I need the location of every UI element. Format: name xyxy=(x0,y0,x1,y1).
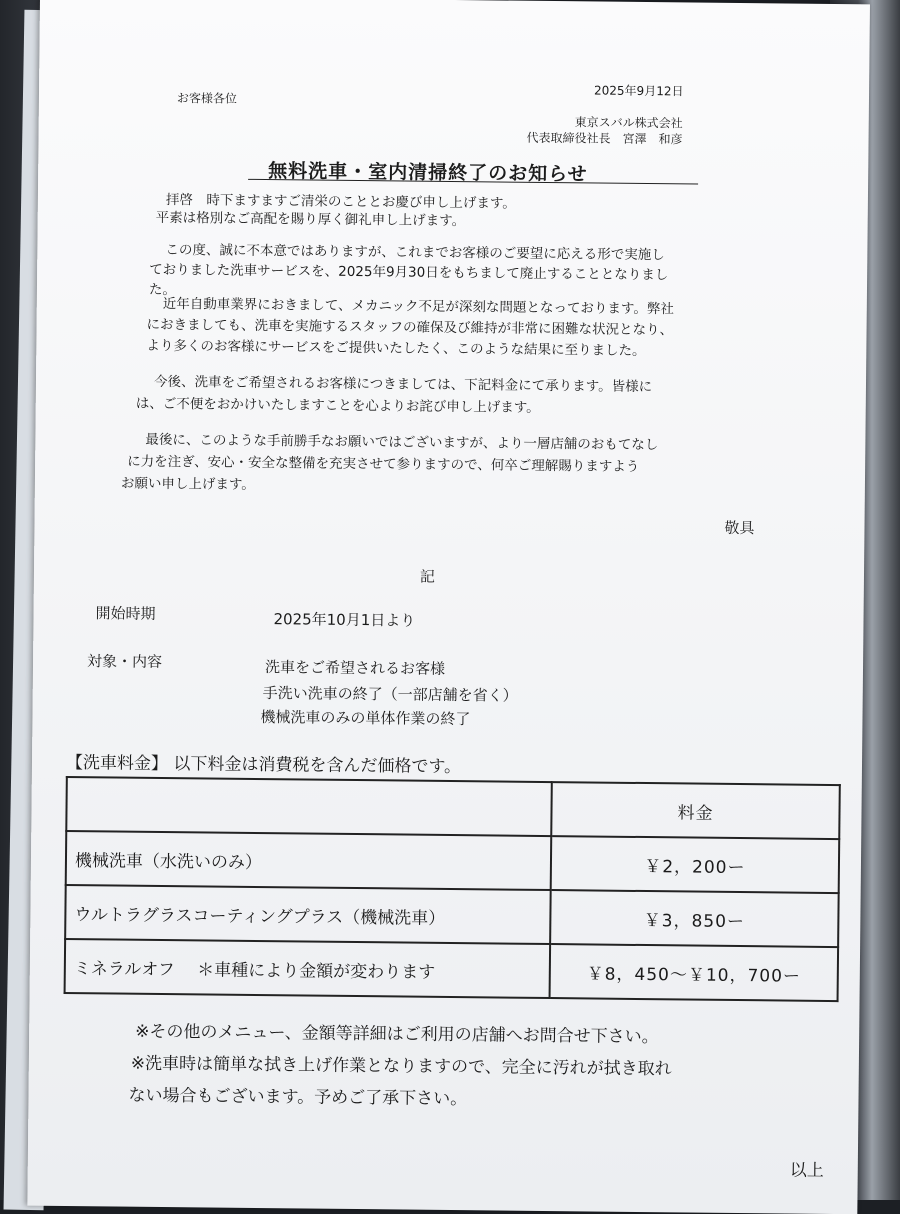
target-label: 対象・内容 xyxy=(86,652,163,671)
paragraph-line: た。 xyxy=(148,281,177,299)
note-line: ※洗車時は簡単な拭き上げ作業となりますので、完全に汚れが拭き取れ xyxy=(130,1053,672,1080)
note-line: ない場合もございます。予めご了承下さい。 xyxy=(128,1085,468,1110)
paragraph-line: におきましても、洗車を実施するスタッフの確保及び維持が非常に困難な状況となり、 xyxy=(146,316,674,339)
start-label: 開始時期 xyxy=(95,604,156,623)
table-header-row xyxy=(66,777,840,839)
paragraph-line: ておりました洗車サービスを、2025年9月30日をもちまして廃止することとなりまし xyxy=(149,261,669,284)
paragraph-line: は、ご不便をおかけいたしますことを心よりお詫び申し上げます。 xyxy=(135,395,540,416)
paragraph-line: に力を注ぎ、安心・安全な整備を充実させて参りますので、何卒ご理解賜りますよう xyxy=(127,453,640,475)
fee-item: ウルトラグラスコーティングプラス（機械洗車） xyxy=(65,885,551,944)
paragraph-line: お願い申し上げます。 xyxy=(120,475,255,493)
ki-heading: 記 xyxy=(419,567,436,586)
header-cell-item xyxy=(66,777,552,836)
note-line: ※その他のメニュー、金額等詳細はご利用の店舗へお問合せ下さい。 xyxy=(135,1021,659,1048)
paragraph-line: 最後に、このような手前勝手なお願いではございますが、より一層店舗のおもてなし xyxy=(145,431,659,454)
start-value: 2025年10月1日より xyxy=(273,610,416,630)
closing-keigu: 敬具 xyxy=(724,518,755,538)
paragraph-line: 近年自動車業界におきまして、メカニック不足が深刻な問題となっております。弊社 xyxy=(162,295,674,318)
header-cell-price: 料金 xyxy=(551,782,840,839)
fee-price: ￥3，850ー xyxy=(550,890,839,947)
greeting-line-1: 拝啓 時下ますますご清栄のこととお慶び申し上げます。 xyxy=(165,191,516,212)
paragraph-line: より多くのお客様にサービスをご提供いたしたく、このような結果に至りました。 xyxy=(146,337,646,360)
company-name: 東京スバル株式会社 xyxy=(574,115,683,131)
paragraph-line: この度、誠に不本意ではありますが、これまでお客様のご要望に応える形で実施し xyxy=(165,241,665,264)
notice-title: 無料洗車・室内清掃終了のお知らせ xyxy=(268,160,588,186)
fee-item: 機械洗車（水洗いのみ） xyxy=(66,831,552,890)
addressee: お客様各位 xyxy=(176,91,238,106)
fee-table xyxy=(64,776,841,1002)
target-line: 手洗い洗車の終了（一部店舗を省く） xyxy=(262,684,518,705)
table-row xyxy=(65,939,839,1001)
fee-heading: 【洗車料金】 以下料金は消費税を含んだ価格です。 xyxy=(65,752,462,778)
notice-date: 2025年9月12日 xyxy=(593,83,684,99)
fee-item: ミネラルオフ ＊車種により金額が変わります xyxy=(65,939,551,998)
greeting-line-2: 平素は格別なご高配を賜り厚く御礼申し上げます。 xyxy=(155,209,466,230)
paragraph-line: 今後、洗車をご希望されるお客様につきましては、下記料金にて承ります。皆様に xyxy=(153,373,653,396)
end-ijo: 以上 xyxy=(789,1160,824,1181)
table-row xyxy=(65,885,839,947)
fee-price: ￥2，200ー xyxy=(551,836,840,893)
target-line: 洗車をご希望されるお客様 xyxy=(264,658,446,678)
fee-price: ￥8，450～￥10，700ー xyxy=(550,944,839,1001)
notice-paper xyxy=(27,0,870,1214)
table-row xyxy=(66,831,840,893)
target-line: 機械洗車のみの単体作業の終了 xyxy=(260,708,471,729)
signatory: 代表取締役社長 宮澤 和彦 xyxy=(526,130,683,147)
